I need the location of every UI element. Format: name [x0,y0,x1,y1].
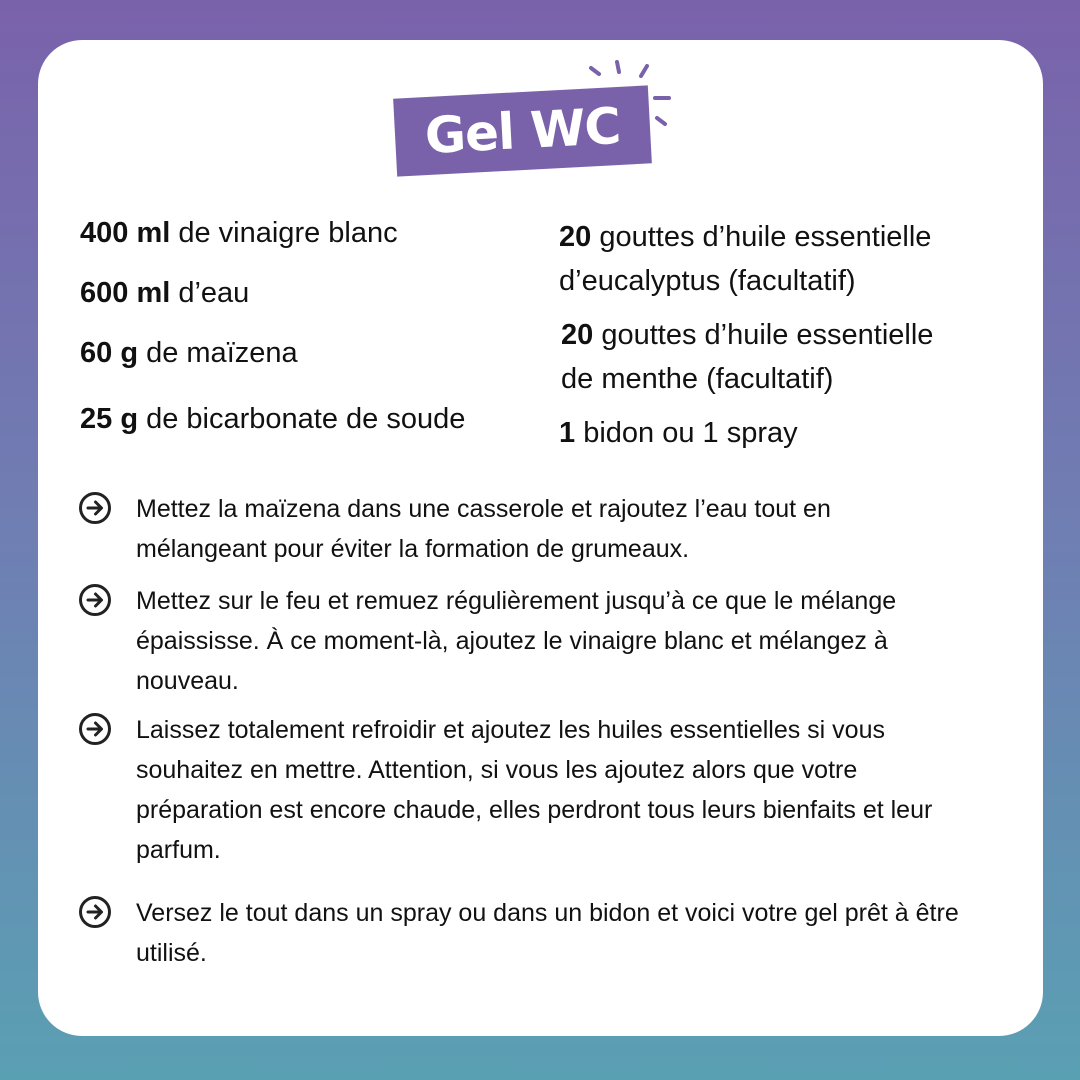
arrow-right-circle-icon [78,712,112,746]
step-text: Versez le tout dans un spray ou dans un bidon et voici votre gel prêt à être utilisé. [136,899,959,967]
step-text: Mettez sur le feu et remuez régulièrement jusqu’à ce que le mélange épaississe. À ce moment-là, ajoutez le vinaigre blanc et mélangez à nouveau. [136,587,897,695]
step-item [78,489,998,569]
ingredient-item: 60 g de maïzena [80,337,298,369]
step-item [78,581,998,701]
ingredient-item: 600 ml d’eau [80,277,250,309]
arrow-right-circle-icon [78,895,112,929]
recipe-card [38,40,1043,1036]
ingredient-item: 400 ml de vinaigre blanc [80,217,398,249]
step-text: Laissez totalement refroidir et ajoutez les huiles essentielles si vous souhaitez en mettre. Attention, si vous les ajoutez alors que votre préparation est encore chaude, elles perdront tous leurs bienfaits et leur parfum. [136,716,933,864]
sparkle-icon [583,58,683,138]
page-title: Gel WC [423,96,622,166]
step-text: Mettez la maïzena dans une casserole et rajoutez l’eau tout en mélangeant pour éviter la formation de grumeaux. [136,495,831,563]
arrow-right-circle-icon [78,583,112,617]
ingredient-item: 20 gouttes d’huile essentielle d’eucalyptus (facultatif) [559,221,932,297]
arrow-right-circle-icon [78,491,112,525]
step-item [78,710,998,870]
ingredient-item: 25 g de bicarbonate de soude [80,403,466,435]
ingredient-item: 20 gouttes d’huile essentielle de menthe (facultatif) [561,319,934,395]
step-item [78,893,998,973]
ingredient-item: 1 bidon ou 1 spray [559,417,798,449]
